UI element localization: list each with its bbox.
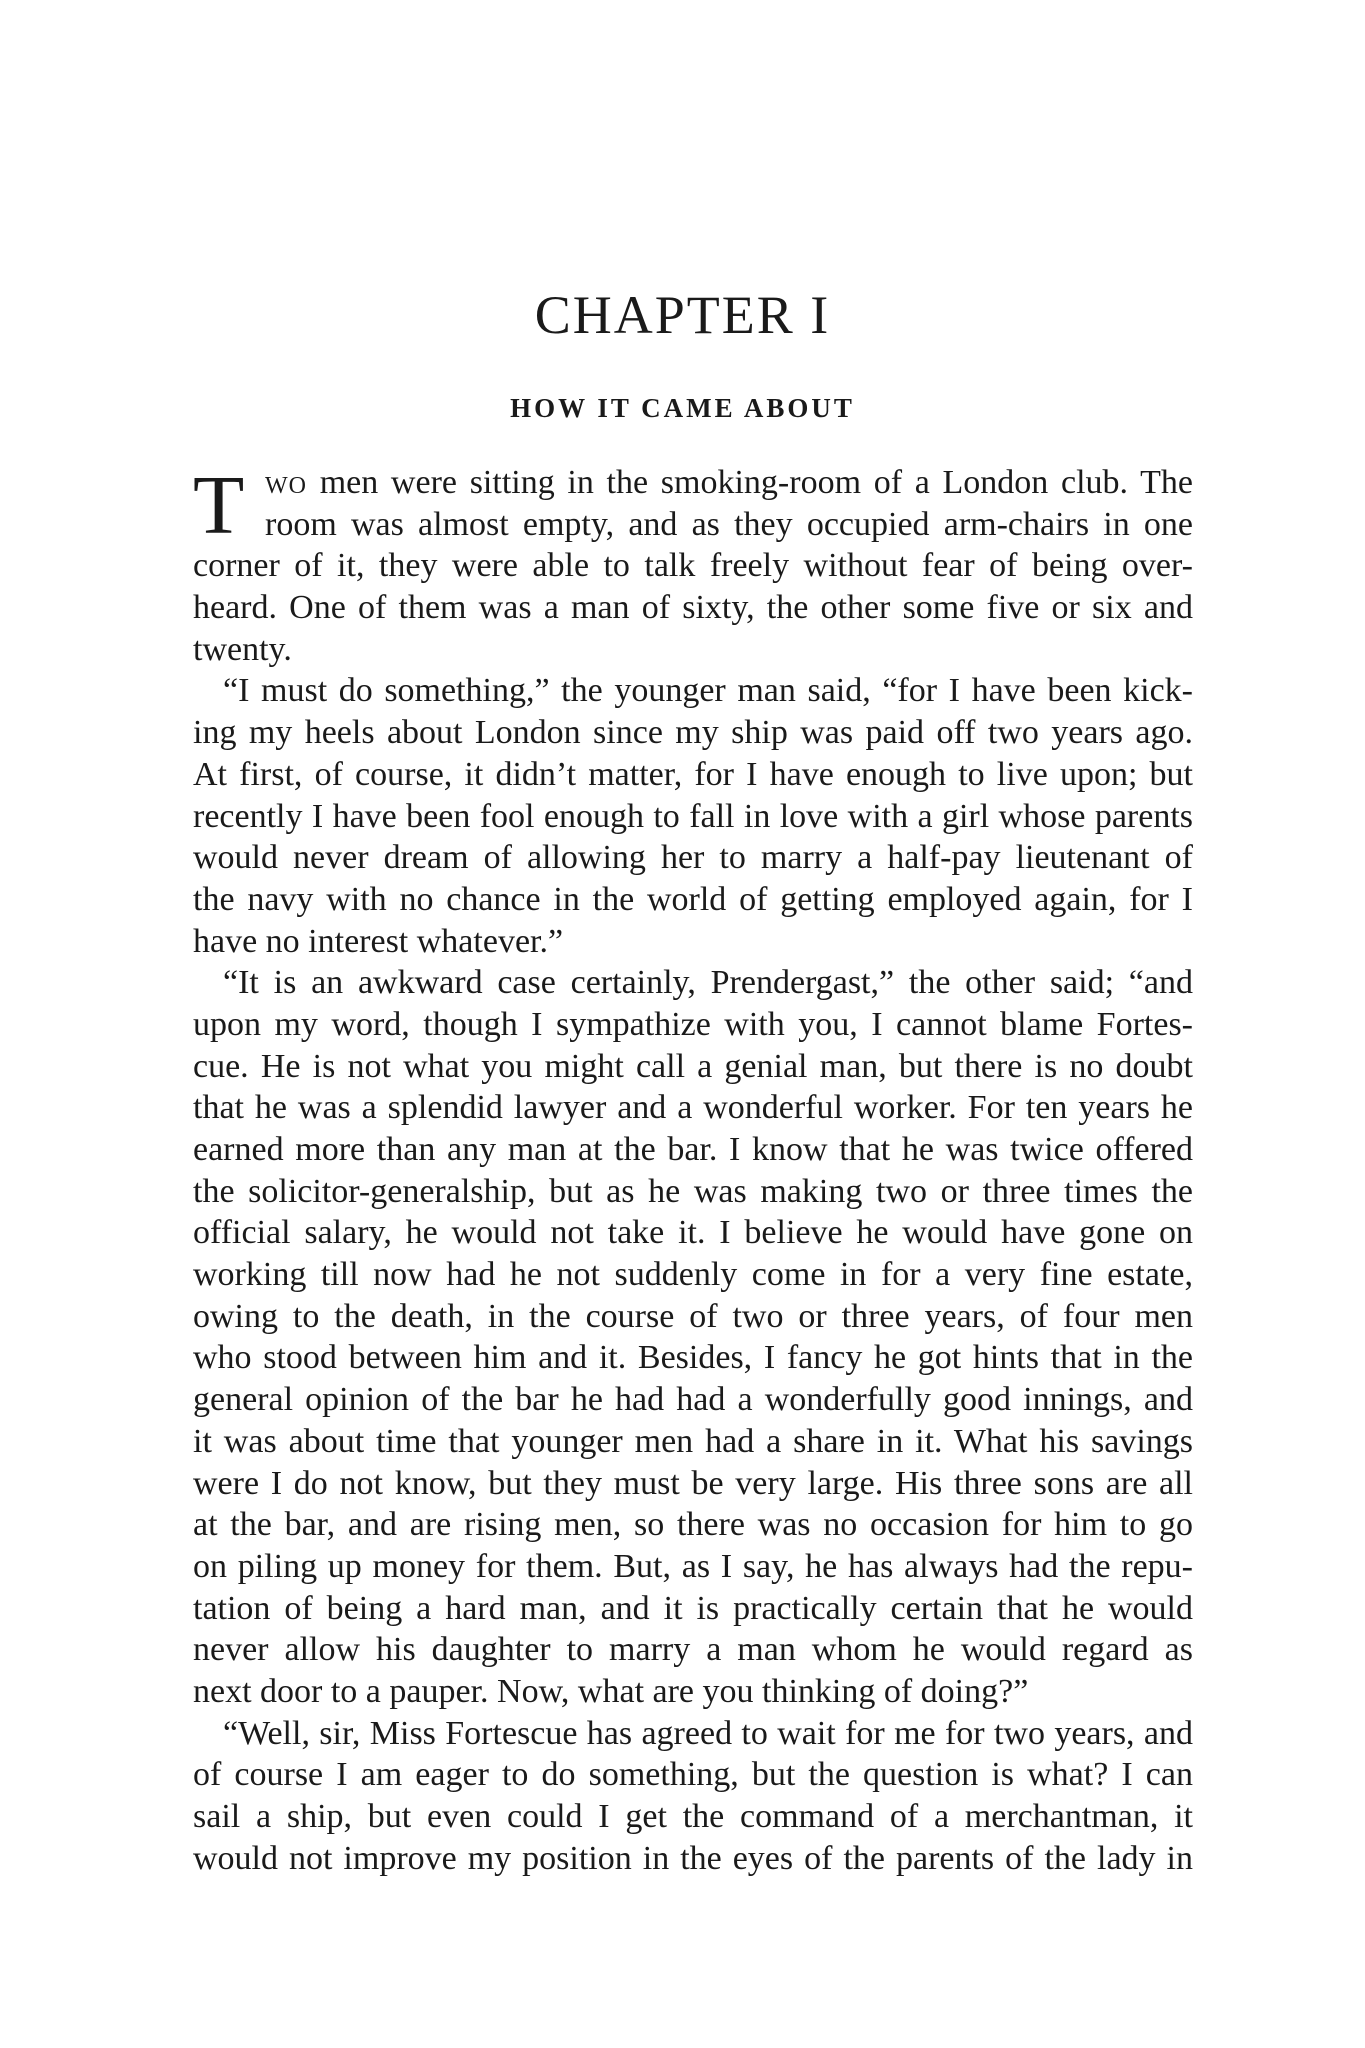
body-line: the navy with no chance in the world of getting employed again, for I [193, 880, 1193, 918]
body-line: never allow his daughter to marry a man whom he would regard as [193, 1631, 1193, 1669]
body-line: at the bar, and are rising men, so there was no occasion for him to go [193, 1506, 1193, 1544]
body-line: have no interest whatever.” [193, 922, 564, 960]
body-line: “I must do something,” the younger man said, “for I have been kick- [223, 672, 1193, 710]
chapter-subtitle: HOW IT CAME ABOUT [510, 393, 855, 423]
body-line: would never dream of allowing her to marry a half-pay lieutenant of [193, 839, 1193, 877]
body-line: “It is an awkward case certainly, Prendergast,” the other said; “and [223, 964, 1193, 1002]
body-line: At first, of course, it didn’t matter, for I have enough to live upon; but [193, 755, 1193, 793]
chapter-title: CHAPTER I [534, 285, 831, 345]
drop-cap-letter: T [193, 459, 245, 552]
body-line: twenty. [193, 630, 292, 668]
body-lines [193, 545, 1193, 1879]
body-line [193, 462, 1193, 504]
body-line: of course I am eager to do something, but the question is what? I can [193, 1756, 1193, 1794]
body-line: who stood between him and it. Besides, I fancy he got hints that in the [193, 1339, 1193, 1377]
body-line: ing my heels about London since my ship was paid off two years ago. [193, 714, 1193, 752]
body-line: tation of being a hard man, and it is practically certain that he would [193, 1589, 1193, 1627]
opening-paragraph [193, 459, 1193, 552]
first-line-text: men were sitting in the smoking-room of a London club. The [306, 464, 1193, 501]
body-line: “Well, sir, Miss Fortescue has agreed to wait for me for two years, and [223, 1714, 1193, 1752]
body-line: recently I have been fool enough to fall in love with a girl whose parents [193, 797, 1193, 835]
body-line: it was about time that younger men had a share in it. What his savings [193, 1422, 1193, 1460]
body-line: that he was a splendid lawyer and a wonderful worker. For ten years he [193, 1089, 1193, 1127]
body-line: heard. One of them was a man of sixty, the other some five or six and [193, 589, 1193, 627]
body-line: owing to the death, in the course of two or three years, of four men [193, 1297, 1193, 1335]
body-line: room was almost empty, and as they occupied arm-chairs in one [265, 505, 1193, 543]
chapter-body [193, 459, 1193, 1879]
body-line: on piling up money for them. But, as I say, he has always had the repu- [193, 1547, 1193, 1585]
body-line: the solicitor-generalship, but as he was making two or three times the [193, 1172, 1193, 1210]
body-line: would not improve my position in the eyes of the parents of the lady in [193, 1839, 1193, 1877]
body-line: sail a ship, but even could I get the command of a merchantman, it [193, 1798, 1193, 1835]
body-line: earned more than any man at the bar. I know that he was twice offered [193, 1131, 1193, 1168]
body-line: cue. He is not what you might call a genial man, but there is no doubt [193, 1047, 1193, 1085]
body-line: official salary, he would not take it. I believe he would have gone on [193, 1214, 1193, 1252]
body-line: were I do not know, but they must be very large. His three sons are all [193, 1464, 1193, 1502]
body-line: next door to a pauper. Now, what are you thinking of doing?” [193, 1672, 1029, 1710]
first-word-smallcaps: wo [265, 464, 307, 501]
body-line: upon my word, though I sympathize with you, I cannot blame Fortes- [193, 1005, 1193, 1043]
body-line: general opinion of the bar he had had a wonderfully good innings, and [193, 1381, 1193, 1419]
body-line: corner of it, they were able to talk freely without fear of being over- [193, 547, 1193, 585]
body-line: working till now had he not suddenly come in for a very fine estate, [193, 1256, 1193, 1294]
